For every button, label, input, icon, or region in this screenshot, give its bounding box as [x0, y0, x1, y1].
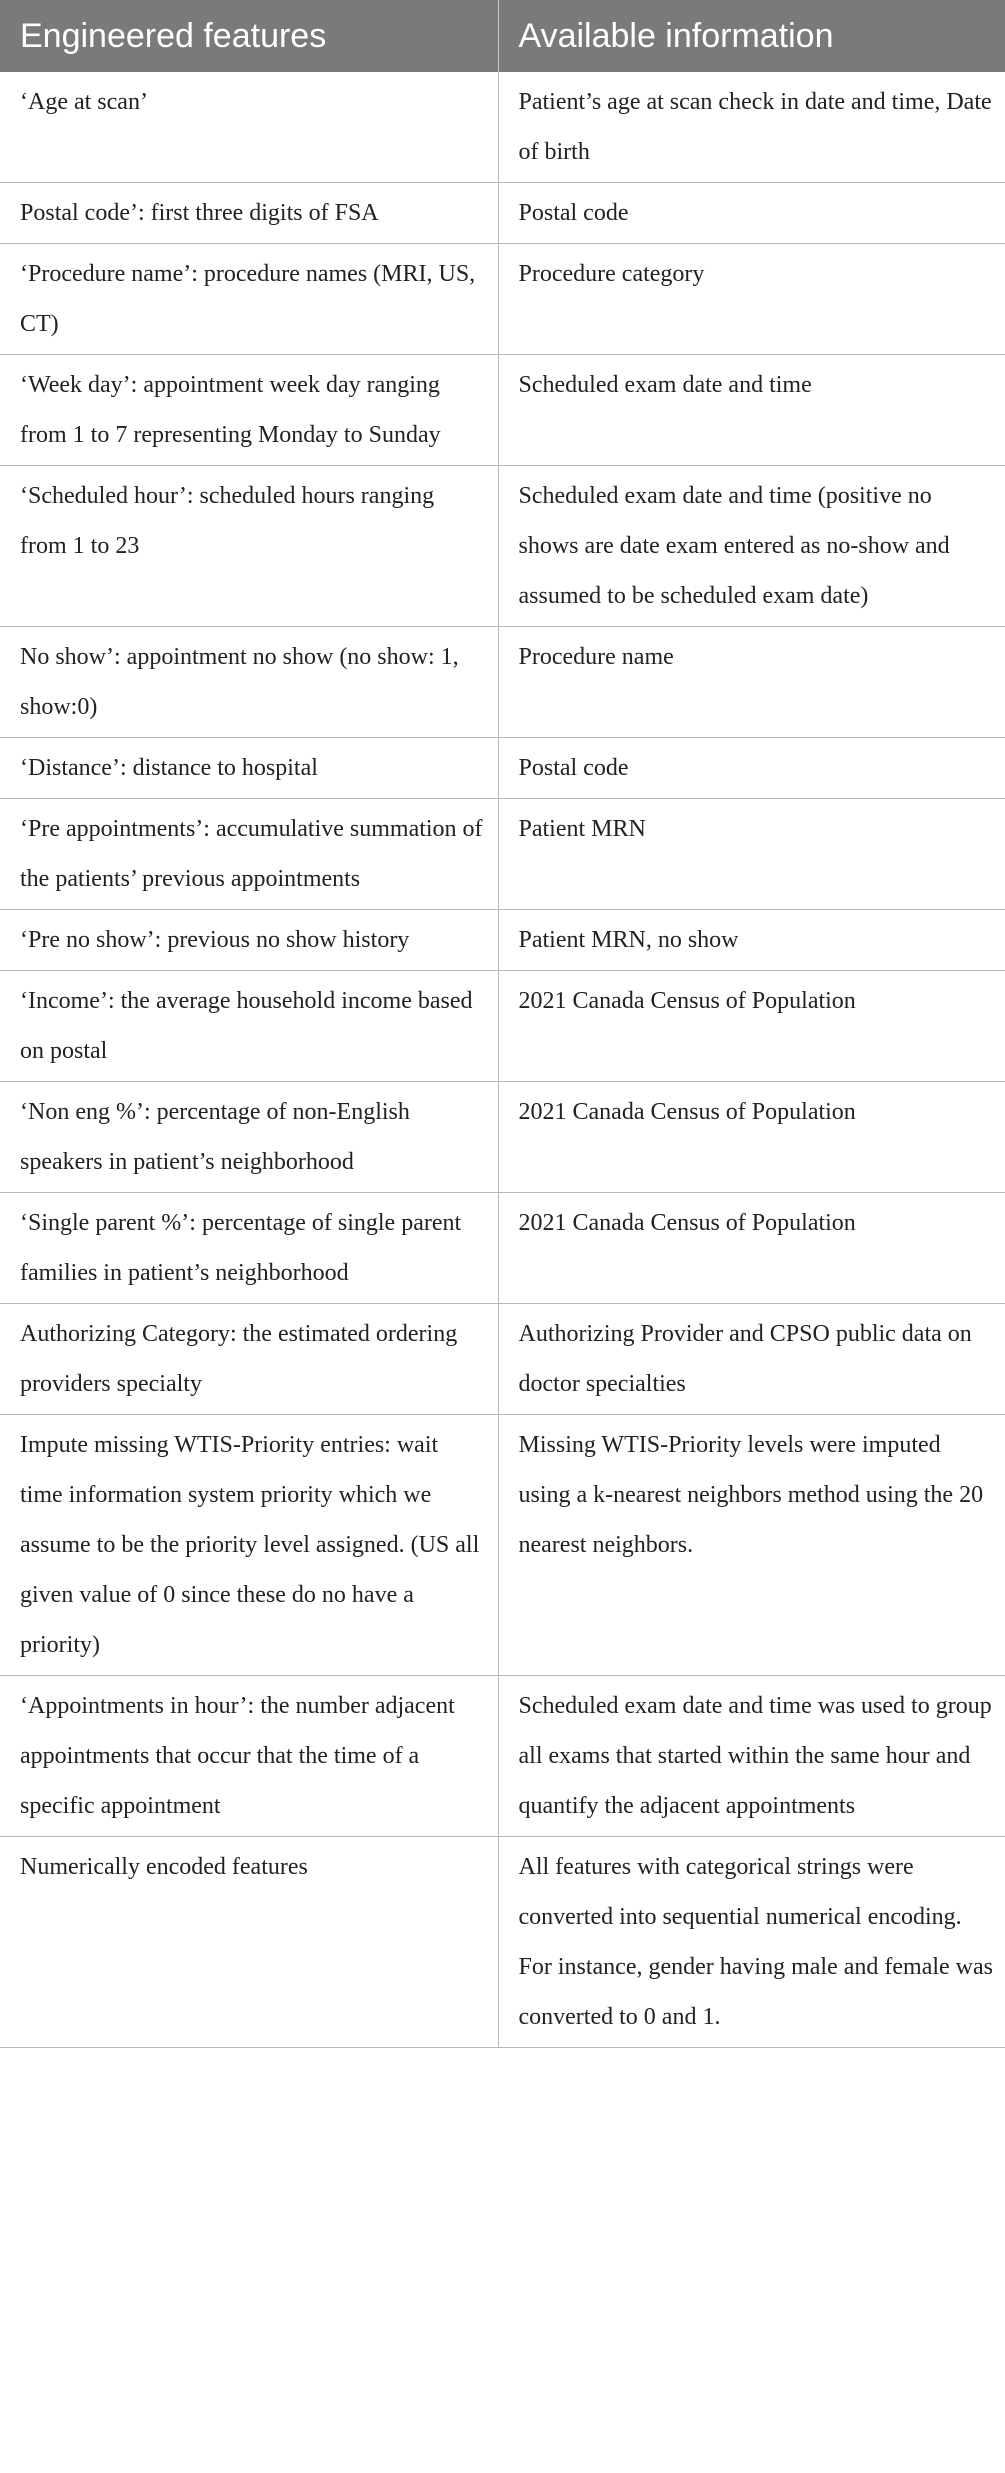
header-row: [0, 0, 1005, 72]
info-cell: Patient MRN, no show: [498, 910, 1005, 971]
info-cell: Scheduled exam date and time: [498, 355, 1005, 466]
table-row: [0, 799, 1005, 910]
table-row: [0, 72, 1005, 183]
feature-cell: ‘Non eng %’: percentage of non-English speakers in patient’s neighborhood: [0, 1082, 498, 1193]
info-cell: Scheduled exam date and time (positive no shows are date exam entered as no-show and assumed to be scheduled exam date): [498, 466, 1005, 627]
table-row: [0, 1415, 1005, 1676]
table-row: [0, 738, 1005, 799]
table-row: [0, 244, 1005, 355]
feature-cell: Impute missing WTIS-Priority entries: wait time information system priority which we assume to be the priority level assigned. (US all given value of 0 since these do no have a priority): [0, 1415, 498, 1676]
header-engineered-features: Engineered features: [0, 0, 498, 72]
info-cell: Patient’s age at scan check in date and time, Date of birth: [498, 72, 1005, 183]
feature-cell: ‘Procedure name’: procedure names (MRI, US, CT): [0, 244, 498, 355]
table-row: [0, 1837, 1005, 2048]
feature-cell: ‘Pre no show’: previous no show history: [0, 910, 498, 971]
feature-cell: Authorizing Category: the estimated ordering providers specialty: [0, 1304, 498, 1415]
info-cell: Authorizing Provider and CPSO public data on doctor specialties: [498, 1304, 1005, 1415]
feature-cell: ‘Age at scan’: [0, 72, 498, 183]
table-row: [0, 466, 1005, 627]
info-cell: Patient MRN: [498, 799, 1005, 910]
feature-cell: ‘Week day’: appointment week day ranging from 1 to 7 representing Monday to Sunday: [0, 355, 498, 466]
feature-cell: ‘Distance’: distance to hospital: [0, 738, 498, 799]
info-cell: Missing WTIS-Priority levels were imputed using a k-nearest neighbors method using the 20 nearest neighbors.: [498, 1415, 1005, 1676]
table-row: [0, 1676, 1005, 1837]
table-row: [0, 971, 1005, 1082]
feature-cell: ‘Pre appointments’: accumulative summation of the patients’ previous appointments: [0, 799, 498, 910]
header-available-information: Available information: [498, 0, 1005, 72]
feature-cell: Postal code’: first three digits of FSA: [0, 183, 498, 244]
feature-cell: ‘Single parent %’: percentage of single parent families in patient’s neighborhood: [0, 1193, 498, 1304]
table-body: [0, 72, 1005, 2048]
table-row: [0, 627, 1005, 738]
table-row: [0, 183, 1005, 244]
table-header: [0, 0, 1005, 72]
feature-cell: ‘Income’: the average household income based on postal: [0, 971, 498, 1082]
info-cell: All features with categorical strings were converted into sequential numerical encoding. For instance, gender having male and female was converted to 0 and 1.: [498, 1837, 1005, 2048]
feature-cell: ‘Scheduled hour’: scheduled hours ranging from 1 to 23: [0, 466, 498, 627]
table-row: [0, 355, 1005, 466]
info-cell: 2021 Canada Census of Population: [498, 1082, 1005, 1193]
info-cell: Postal code: [498, 738, 1005, 799]
info-cell: Procedure name: [498, 627, 1005, 738]
table-row: [0, 1304, 1005, 1415]
table-row: [0, 910, 1005, 971]
info-cell: 2021 Canada Census of Population: [498, 971, 1005, 1082]
feature-cell: No show’: appointment no show (no show: 1, show:0): [0, 627, 498, 738]
info-cell: Procedure category: [498, 244, 1005, 355]
table-row: [0, 1082, 1005, 1193]
table-row: [0, 1193, 1005, 1304]
feature-cell: Numerically encoded features: [0, 1837, 498, 2048]
info-cell: Postal code: [498, 183, 1005, 244]
info-cell: Scheduled exam date and time was used to group all exams that started within the same hour and quantify the adjacent appointments: [498, 1676, 1005, 1837]
feature-cell: ‘Appointments in hour’: the number adjacent appointments that occur that the time of a specific appointment: [0, 1676, 498, 1837]
info-cell: 2021 Canada Census of Population: [498, 1193, 1005, 1304]
